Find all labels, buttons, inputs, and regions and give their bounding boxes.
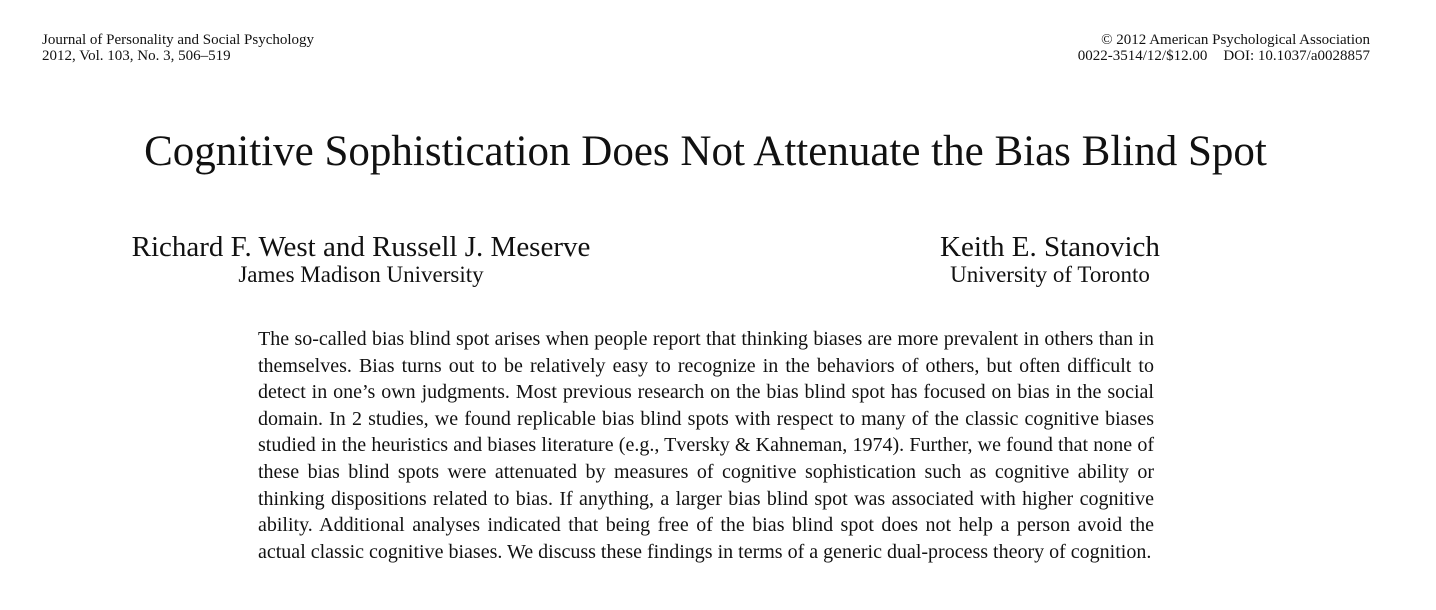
issn-price: 0022-3514/12/$12.00 <box>1077 48 1208 64</box>
abstract: The so-called bias blind spot arises when people report that thinking biases are more prevalent in others than in themselves. Bias turns out to be relatively easy to recognize in the behaviors of others, but often difficult to detect in one’s own judgments. Most previous research on the bias blind spot has focused on bias in the social domain. In 2 studies, we found replicable bias blind spots with respect to many of the classic cognitive biases studied in the heuristics and biases literature (e.g., Tversky & Kahneman, 1974). Further, we found that none of these bias blind spots were attenuated by measures of cognitive sophistication such as cognitive ability or thinking dispositions related to bias. If anything, a larger bias blind spot was associated with higher cognitive ability. Additional analyses indicated that being free of the bias blind spot does not help a person avoid the actual classic cognitive biases. We discuss these findings in terms of a generic dual-process theory of cognition. <box>258 328 1154 563</box>
journal-header <box>42 32 314 64</box>
journal-citation: 2012, Vol. 103, No. 3, 506–519 <box>42 48 231 64</box>
publisher-header <box>1078 32 1370 64</box>
author-names: Richard F. West and Russell J. Meserve <box>131 231 591 263</box>
author-block-stanovich <box>900 232 1200 287</box>
copyright-line: © 2012 American Psychological Association <box>1101 32 1370 48</box>
doi: DOI: 10.1037/a0028857 <box>1223 48 1370 64</box>
author-affiliation: James Madison University <box>238 262 484 287</box>
journal-name: Journal of Personality and Social Psychology <box>42 32 315 48</box>
issn-doi-line <box>1078 48 1370 64</box>
author-names: Keith E. Stanovich <box>940 231 1160 263</box>
author-affiliation: University of Toronto <box>950 262 1150 287</box>
author-block-west-meserve <box>108 232 614 287</box>
paper-title: Cognitive Sophistication Does Not Attenuate the Bias Blind Spot <box>144 128 1267 175</box>
